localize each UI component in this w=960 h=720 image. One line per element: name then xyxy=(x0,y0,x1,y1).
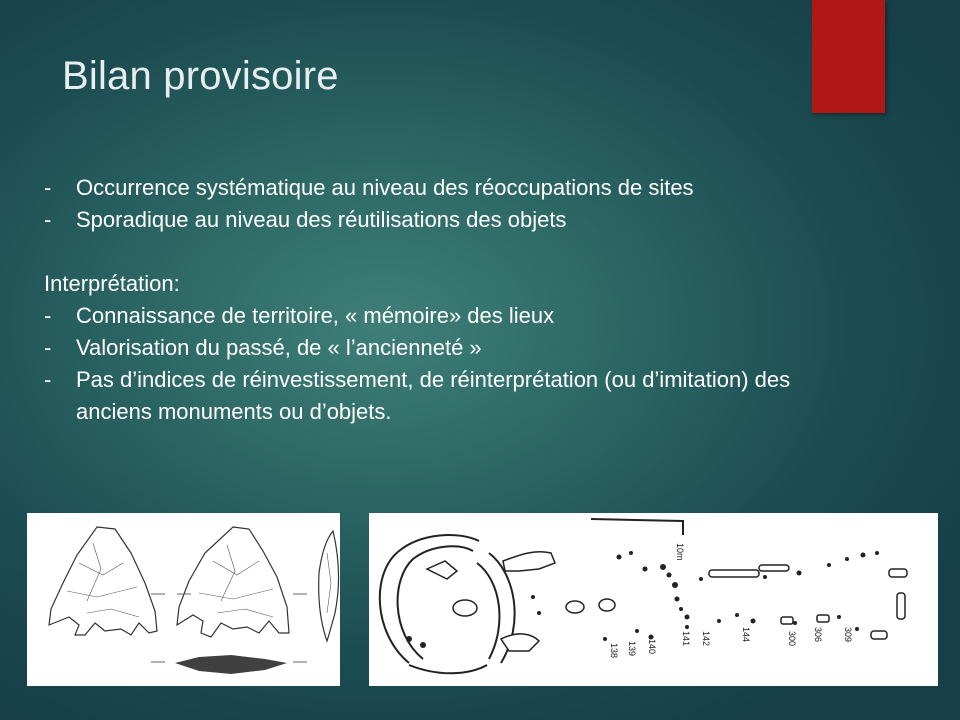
bullet-item xyxy=(44,204,804,236)
slide-content xyxy=(44,172,804,428)
plan-label: 10m xyxy=(675,543,685,561)
bullet-item xyxy=(44,300,804,332)
accent-bar xyxy=(812,0,885,113)
plan-label: 309 xyxy=(843,627,853,643)
interpretation-heading: Interprétation: xyxy=(44,271,180,296)
site-plan xyxy=(369,513,938,686)
bullet-item xyxy=(44,364,804,428)
bullet-text: Valorisation du passé, de « l’ancienneté » xyxy=(76,335,482,360)
bullet-text: Occurrence systématique au niveau des réoccupations de sites xyxy=(76,175,694,200)
bullet-text: Sporadique au niveau des réutilisations des objets xyxy=(76,207,567,232)
slide-title: Bilan provisoire xyxy=(62,54,339,98)
plan-label: 300 xyxy=(787,631,797,647)
bullet-dash: - xyxy=(44,335,52,360)
bullet-dash: - xyxy=(44,175,52,200)
plan-label: 142 xyxy=(701,631,711,647)
arrowhead-drawing xyxy=(27,513,340,686)
bullet-text: Pas d’indices de réinvestissement, de réinterprétation (ou d’imitation) des anciens monuments ou d’objets. xyxy=(76,367,791,424)
plan-label: 138 xyxy=(609,643,619,659)
site-plan-figure xyxy=(369,513,938,686)
plan-label: 140 xyxy=(647,639,657,655)
plan-label: 139 xyxy=(627,641,637,657)
arrowhead-drawing-figure xyxy=(27,513,340,686)
bullet-dash: - xyxy=(44,367,52,392)
plan-label: 306 xyxy=(813,627,823,643)
plan-label: 144 xyxy=(741,627,751,643)
bullet-item xyxy=(44,172,804,204)
bullet-text: Connaissance de territoire, « mémoire» des lieux xyxy=(76,303,555,328)
bullet-dash: - xyxy=(44,207,52,232)
plan-label: 141 xyxy=(681,631,691,647)
bullet-item xyxy=(44,332,804,364)
bullet-dash: - xyxy=(44,303,52,328)
